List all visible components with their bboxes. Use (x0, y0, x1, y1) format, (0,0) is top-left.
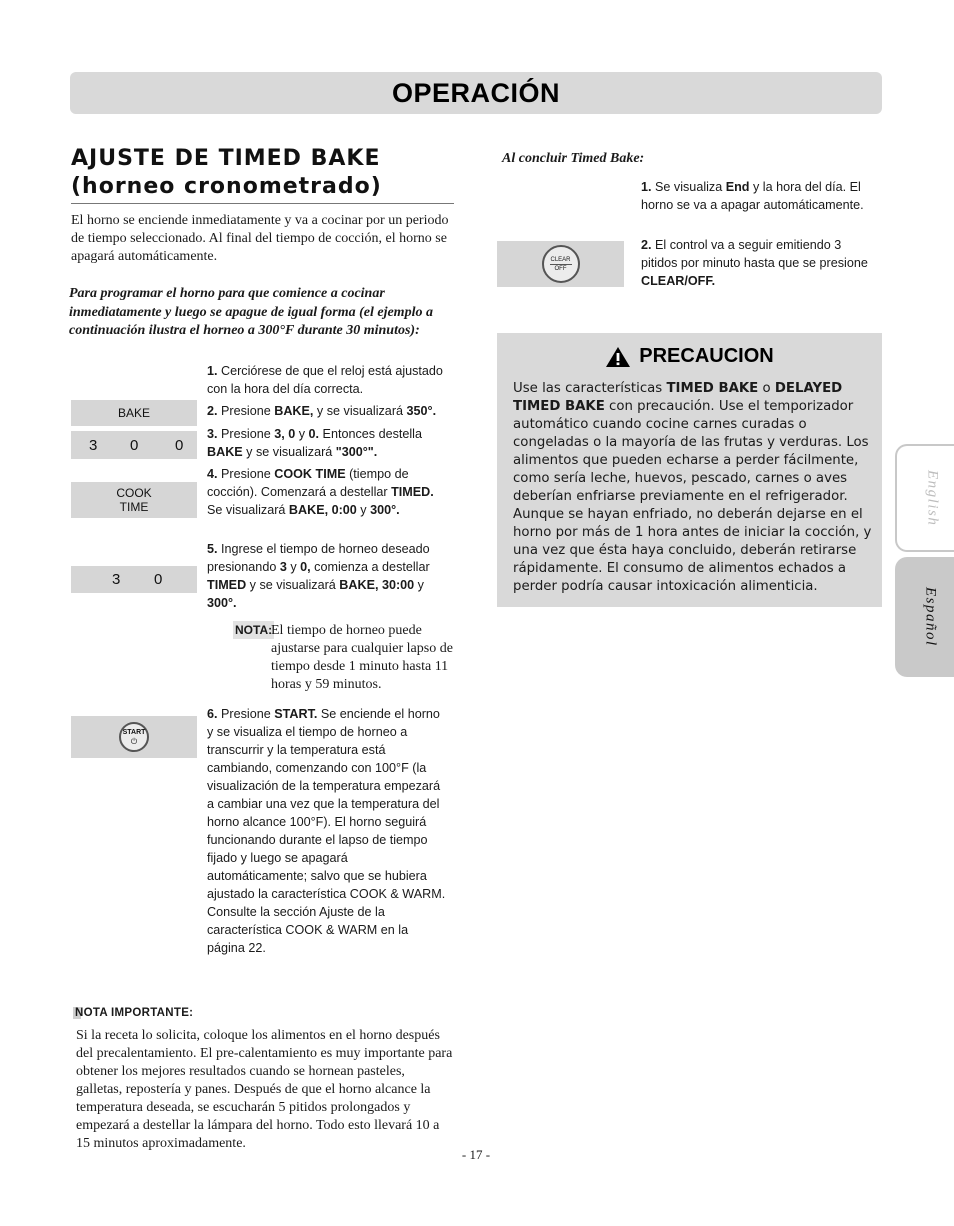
digits-30-keypad (71, 566, 197, 593)
clear-off-button-icon (542, 245, 580, 283)
digits-300-keypad (71, 431, 197, 459)
start-button-icon (119, 722, 149, 752)
step-2: 2. Presione BAKE, y se visualizará 350°. (207, 404, 437, 418)
tab-english-label: English (924, 469, 941, 527)
nota-label: NOTA: (235, 623, 273, 637)
page-title: OPERACIÓN (391, 77, 561, 108)
tab-english[interactable] (895, 444, 954, 552)
nota-text: El tiempo de horneo puede ajustarse para cualquier lapso de tiempo desde 1 minuto hasta 11 horas y 59 minutos. (271, 623, 453, 692)
warning-icon (605, 346, 631, 368)
cook-time-label-line2: TIME (119, 500, 149, 514)
step-3: 3. Presione 3, 0 y 0. Entonces destella BAKE y se visualizará "300°". (207, 427, 422, 459)
bake-key-label: BAKE (117, 406, 150, 420)
clear-label: CLEAR (550, 256, 571, 263)
step-6: 6. Presione START. Se enciende el horno y se visualiza el tiempo de horneo a transcurrir y la temperatura está cambiando, comenzando con 100°F (la visualización de la temperatura empezará a cambiar una vez que la temperatura del horno alcance 100°F). El horno seguirá funcionando durante el lapso de tiempo fijado y luego se apagará automáticamente; salvo que se hubiera ajustado la característica COOK & WARM. Consulte la sección Ajuste de la característica COOK & WARM en la página 22. (207, 707, 446, 955)
section-title-line1: AJUSTE DE TIMED BAKE (71, 146, 381, 171)
section-title (71, 145, 454, 204)
step-5: 5. Ingrese el tiempo de horneo deseado presionando 3 y 0, comienza a destellar TIMED y se visualizará BAKE, 30:00 y 300°. (207, 542, 430, 610)
off-label: OFF (554, 265, 567, 272)
precaucion-header (497, 345, 882, 368)
nota-importante-text: Si la receta lo solicita, coloque los alimentos en el horno después del precalentamiento. El pre-calentamiento es muy importante para obtener los mejores resultados cuando se hornean pasteles, galletas, repostería y panes. Después de que el horno alcance la temperatura deseada, se escucharán 5 pitidos prolongados y empezará a destellar la lámpara del horno. Todo esto llevará 10 a 15 minutos aproximadamente. (76, 1028, 453, 1151)
cook-time-label-line1: COOK (116, 486, 152, 500)
start-label: START (122, 728, 146, 736)
precaucion-title: PRECAUCION (639, 345, 774, 367)
intro-paragraph: El horno se enciende inmediatamente y va a cocinar por un periodo de tiempo seleccionado. Al final del tiempo de cocción, el horno se apagará automáticamente. (71, 213, 449, 264)
section-title-line2: (horneo cronometrado) (71, 174, 382, 199)
clear-off-keypad (497, 241, 624, 287)
end-step-1: 1. Se visualiza End y la hora del día. El horno se va a apagar automáticamente. (641, 180, 864, 212)
end-step-2: 2. El control va a seguir emitiendo 3 pitidos por minuto hasta que se presione CLEAR/OFF. (641, 238, 868, 288)
tab-espanol-label: Español (922, 587, 939, 647)
tab-espanol[interactable] (895, 557, 954, 677)
instructions-subhead: Para programar el horno para que comience a cocinar inmediatamente y luego se apague de igual forma (el ejemplo a continuación ilustra el horneo a 300°F durante 30 minutos): (69, 286, 433, 338)
digit-key: 3 (112, 571, 121, 588)
digit-key: 0 (175, 436, 184, 454)
page-number: - 17 - (461, 1147, 491, 1162)
precaucion-box (497, 333, 882, 607)
precaucion-text: Use las características TIMED BAKE o DELAYED TIMED BAKE con precaución. Use el temporizador automático cuando cocine carnes curadas o congeladas o la mayoría de las frutas y verduras. Los alimentos que pueden echarse a perder fácilmente, como sería leche, huevos, pescado, carnes o aves deberían enfriarse previamente en el refrigerador. Aunque se hayan enfriado, no deberán dejarse en el horno por más de 1 hora antes de iniciar la cocción, y una vez que ésta haya concluido, deberán retirarse rápidamente. El consumo de alimentos echados a perder podría causar intoxicación alimenticia. (513, 381, 872, 594)
digit-key: 0 (154, 571, 163, 588)
start-keypad (71, 716, 197, 758)
header-bar (70, 72, 882, 114)
step-1: 1. Cerciórese de que el reloj está ajustado con la hora del día correcta. (207, 364, 443, 396)
cook-time-keypad (71, 482, 197, 518)
digit-key: 0 (130, 436, 139, 454)
power-icon: ⏻ (130, 736, 138, 746)
bake-keypad (71, 400, 197, 426)
nota-importante-label: NOTA IMPORTANTE: (75, 1007, 194, 1019)
al-concluir-title: Al concluir Timed Bake: (502, 151, 645, 166)
step-4: 4. Presione COOK TIME (tiempo de cocción). Comenzará a destellar TIMED. Se visualizará BAKE, 0:00 y 300°. (207, 467, 434, 517)
digit-key: 3 (89, 436, 98, 454)
